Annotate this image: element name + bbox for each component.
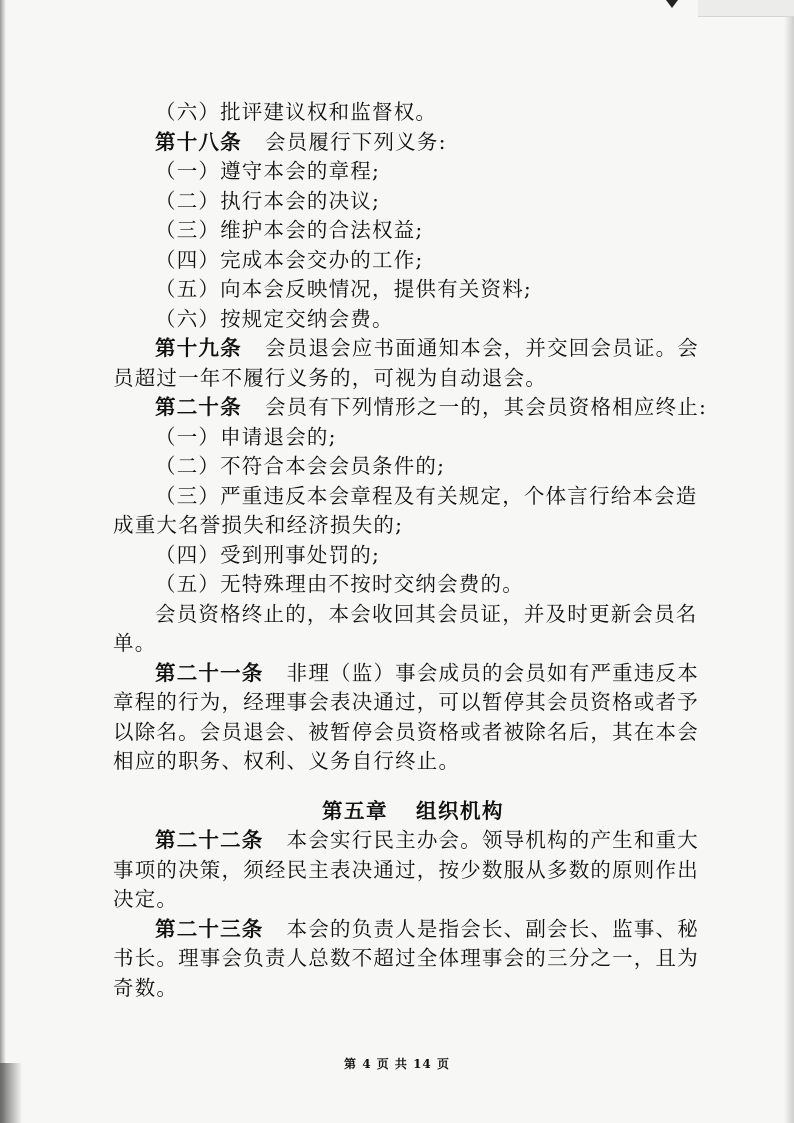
page-number-footer: 第 4 页 共 14 页 [344,1057,450,1071]
article-21: 第二十一条 非理（监）事会成员的会员如有严重违反本 [155,660,699,685]
article-22: 第二十二条 本会实行民主办会。领导机构的产生和重大 [155,828,699,852]
scan-edge-right [784,0,794,1123]
article-heading: 第二十条 [155,395,242,419]
text-line: 事项的决策，须经民主表决通过，按少数服从多数的原则作出 [113,857,699,882]
article-heading: 第十八条 [155,129,242,154]
scan-corner-tab [698,0,794,17]
text-line: 书长。理事会负责人总数不超过全体理事会的三分之一，且为 [113,946,699,970]
text-line: 以除名。会员退会、被暂停会员资格或者被除名后，其在本会 [113,719,699,744]
text-line: 会员资格终止的，本会收回其会员证，并及时更新会员名 [155,601,698,626]
scan-edge-left [0,0,6,1123]
article-23: 第二十三条 本会的负责人是指会长、副会长、监事、秘 [155,916,699,941]
chapter-heading [113,797,713,827]
text-line: 章程的行为，经理事会表决通过，可以暂停其会员资格或者予 [113,690,699,714]
text-line: （四）完成本会交办的工作; [155,247,424,272]
text-line: （四）受到刑事处罚的; [155,542,381,567]
text-line: （五）向本会反映情况，提供有关资料; [155,277,533,301]
text-line: 员超过一年不履行义务的，可视为自动退会。 [113,365,547,390]
text-line: （一）申请退会的; [155,424,337,449]
article-heading: 第二十三条 [155,916,264,941]
article-heading: 第二十一条 [155,660,264,685]
scan-corner-mark [666,0,678,8]
text-line: 奇数。 [113,975,179,1000]
text-line: （六）按规定交纳会费。 [155,306,394,331]
scan-edge-bottom-left [0,1063,22,1123]
text-line: （二）执行本会的决议; [155,188,381,213]
text-line: （六）批评建议权和监督权。 [155,100,438,124]
document-body [113,98,713,1003]
chapter-title: 组织机构 [416,798,504,823]
text-line: （五）无特殊理由不按时交纳会费的。 [155,572,524,596]
text-line: （三）严重违反本会章程及有关规定，个体言行给本会造 [155,483,698,508]
article-heading: 第十九条 [155,336,242,360]
text-line: （二）不符合本会会员条件的; [155,454,446,478]
text-line: 单。 [113,631,157,655]
text-line: 决定。 [113,887,179,911]
chapter-number: 第五章 [322,798,388,823]
text-line: 相应的职务、权利、义务自行终止。 [113,749,461,773]
text-line: （三）维护本会的合法权益; [155,218,424,242]
article-20: 第二十条 会员有下列情形之一的，其会员资格相应终止: [155,395,708,419]
article-heading: 第二十二条 [155,828,264,852]
text-line: 成重大名誉损失和经济损失的; [113,513,404,537]
spacer [113,777,713,797]
article-18: 第十八条 会员履行下列义务: [155,129,447,154]
article-19: 第十九条 会员退会应书面通知本会，并交回会员证。会 [155,336,699,360]
text-line: （一）遵守本会的章程; [155,159,381,183]
